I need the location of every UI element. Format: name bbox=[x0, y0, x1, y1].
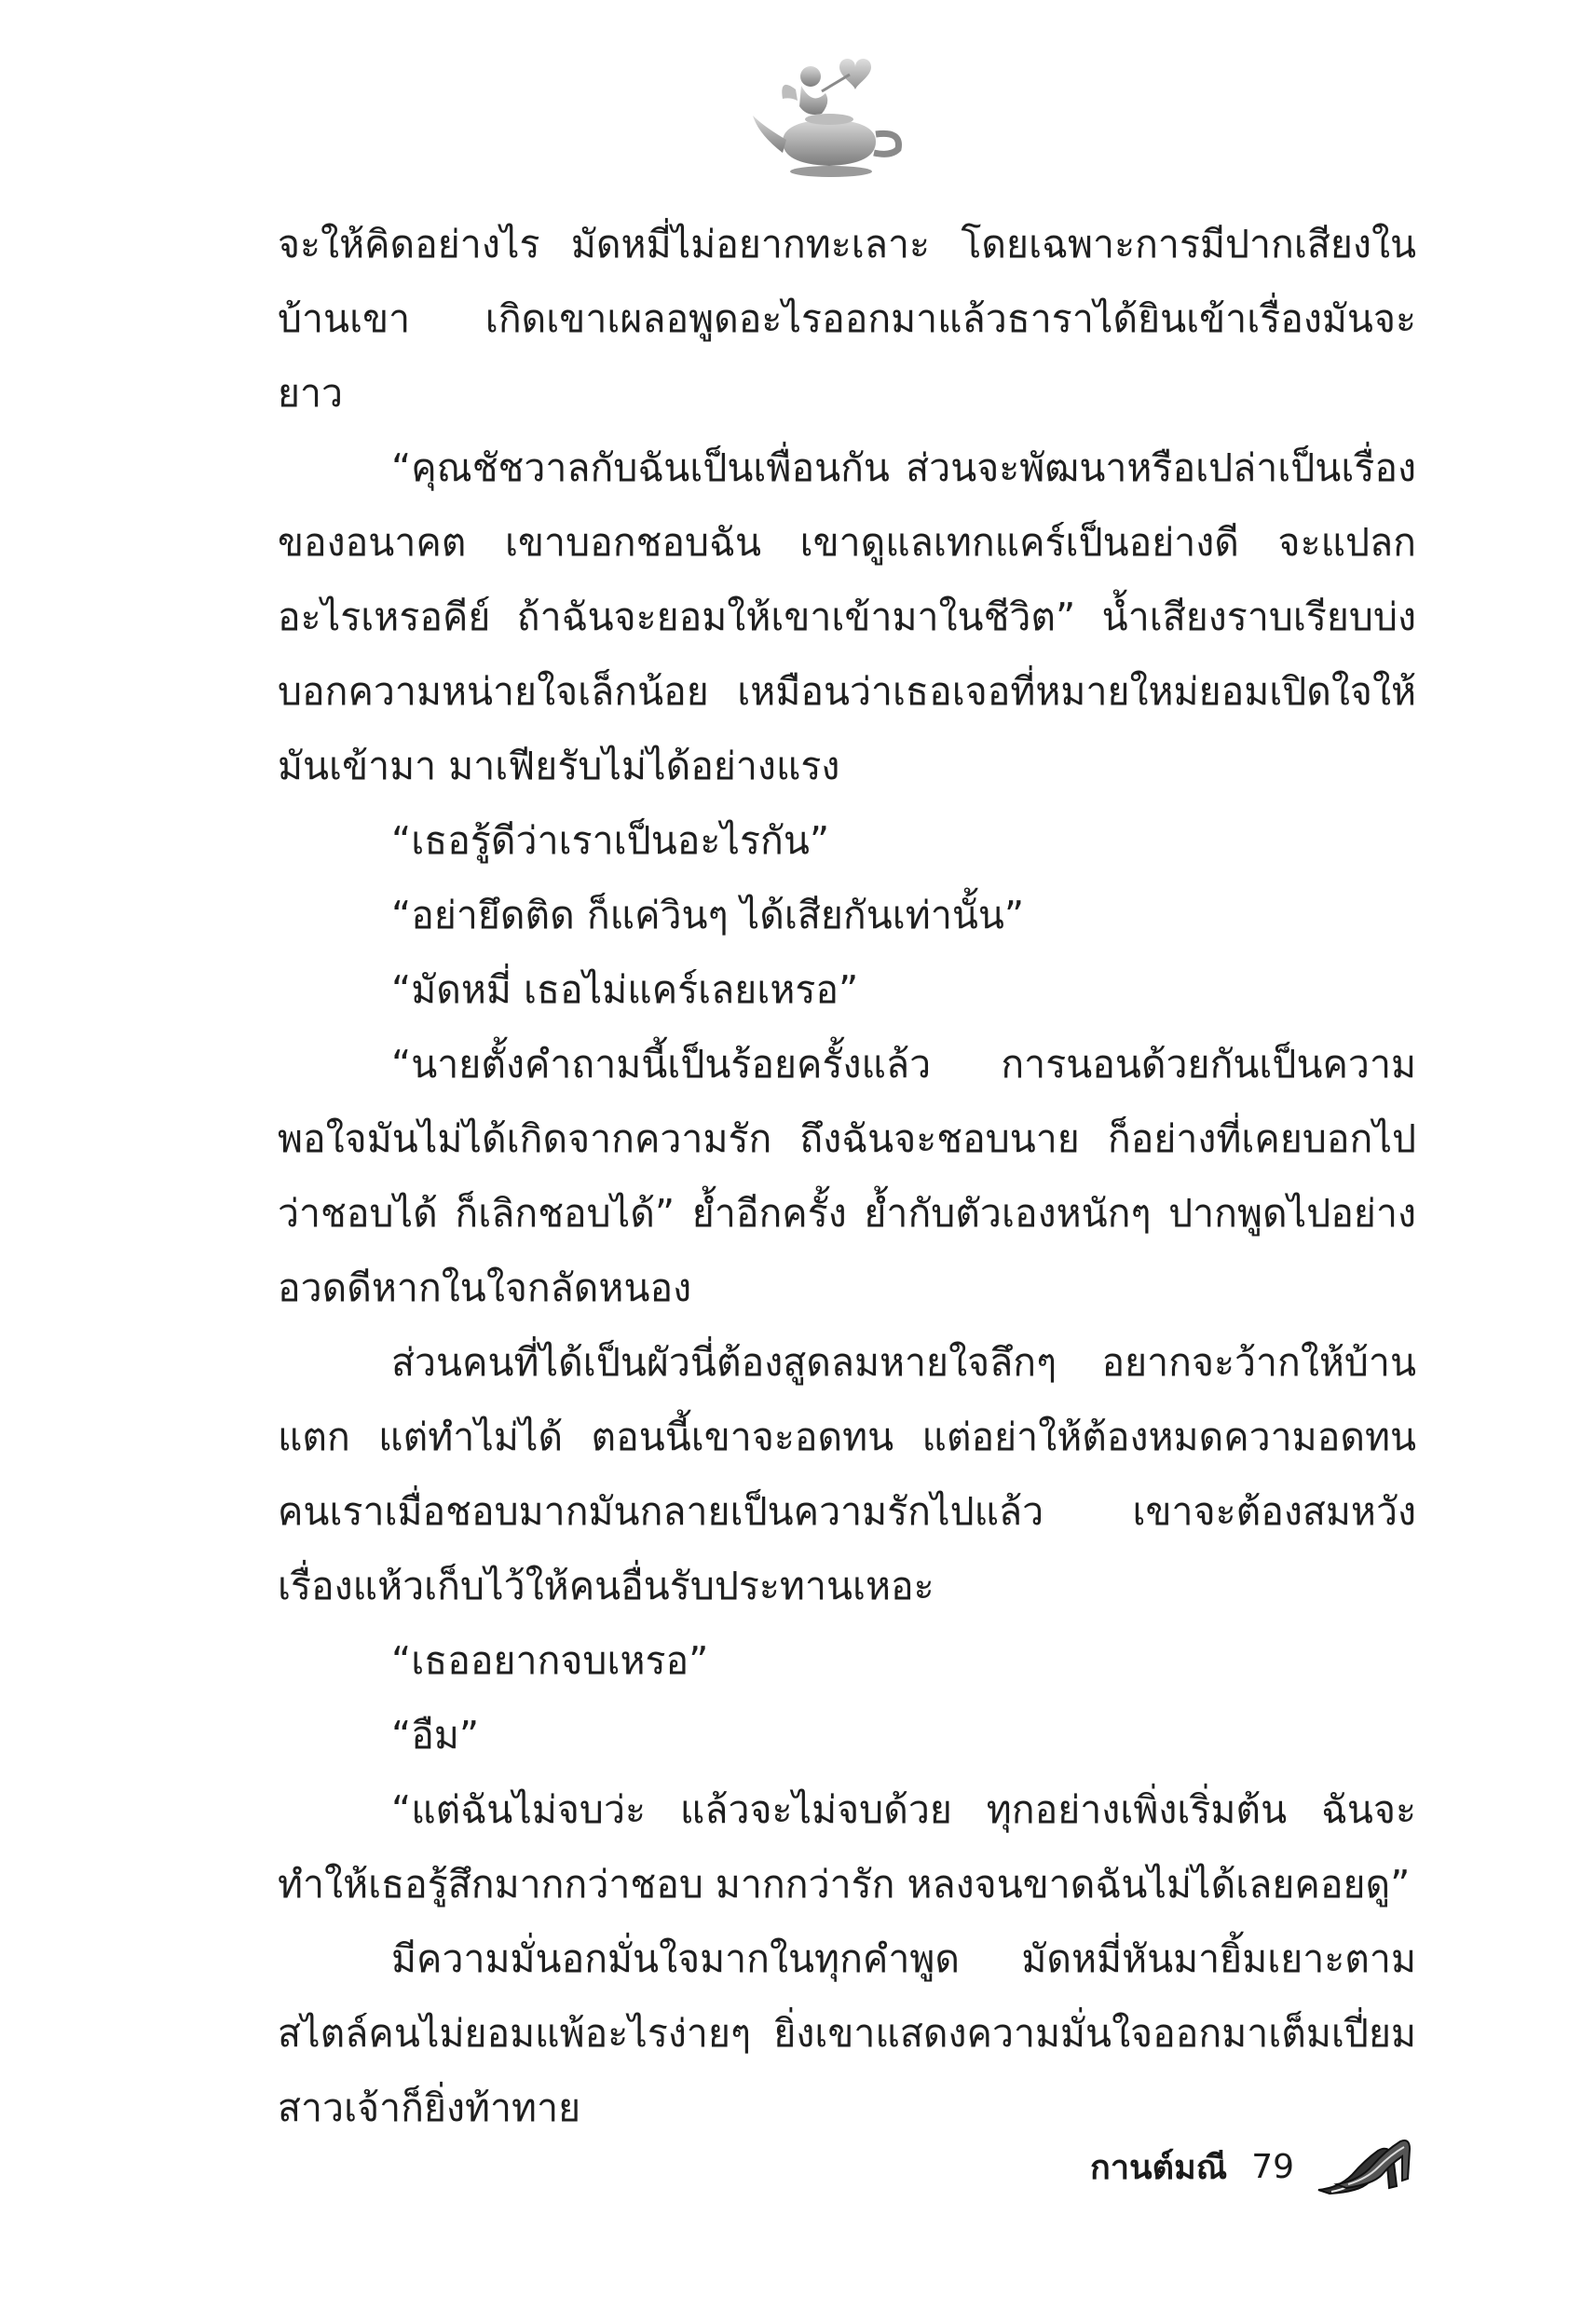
body-text bbox=[278, 207, 1416, 2145]
paragraph: “มัดหมี่ เธอไม่แคร์เลยเหรอ” bbox=[391, 967, 859, 1012]
paragraph: “เธออยากจบเหรอ” bbox=[391, 1638, 709, 1683]
book-title: กานต์มณี bbox=[1090, 2148, 1228, 2187]
paragraph: “แต่ฉันไม่จบว่ะ แล้วจะไม่จบด้วย ทุกอย่างเพิ่งเริ่มต้น ฉันจะทำให้เธอรู้สึกมากกว่าชอบ มากกว่ารัก หลงจนขาดฉันไม่ได้เลยคอยดู” bbox=[278, 1787, 1416, 1907]
paragraph: มีความมั่นอกมั่นใจมากในทุกคำพูด มัดหมี่หันมายิ้มเยาะตามสไตล์คนไม่ยอมแพ้อะไรง่ายๆ ยิ่งเขาแสดงความมั่นใจออกมาเต็มเปี่ยม สาวเจ้าก็ยิ่งท้าทาย bbox=[278, 1936, 1416, 2130]
paragraph: “คุณชัชวาลกับฉันเป็นเพื่อนกัน ส่วนจะพัฒนาหรือเปล่าเป็นเรื่องของอนาคต เขาบอกชอบฉัน เขาดูแลเทกแคร์เป็นอย่างดี จะแปลกอะไรเหรอคีย์ ถ้าฉันจะยอมให้เขาเข้ามาในชีวิต” น้ำเสียงราบเรียบบ่งบอกความหน่ายใจเล็กน้อย เหมือนว่าเธอเจอที่หมายใหม่ยอมเปิดใจให้มันเข้ามา มาเฟียรับไม่ได้อย่างแรง bbox=[278, 445, 1416, 788]
paragraph: “นายตั้งคำถามนี้เป็นร้อยครั้งแล้ว การนอนด้วยกันเป็นความพอใจมันไม่ได้เกิดจากความรัก ถึงฉันจะชอบนาย ก็อย่างที่เคยบอกไปว่าชอบได้ ก็เลิกชอบได้” ย้ำอีกครั้ง ย้ำกับตัวเองหนักๆ ปากพูดไปอย่างอวดดีหากในใจกลัดหนอง bbox=[278, 1042, 1416, 1310]
page-number: 79 bbox=[1251, 2147, 1294, 2186]
paragraph: ส่วนคนที่ได้เป็นผัวนี่ต้องสูดลมหายใจลึกๆ อยากจะว้ากให้บ้านแตก แต่ทำไม่ได้ ตอนนี้เขาจะอดทน แต่อย่าให้ต้องหมดความอดทน คนเราเมื่อชอบมากมันกลายเป็นความรักไปแล้ว เขาจะต้องสมหวัง เรื่องแห้วเก็บไว้ให้คนอื่นรับประทานเหอะ bbox=[278, 1340, 1416, 1608]
paragraph: จะให้คิดอย่างไร มัดหมี่ไม่อยากทะเลาะ โดยเฉพาะการมีปากเสียงในบ้านเขา เกิดเขาเผลอพูดอะไรออกมาแล้วธาราได้ยินเข้าเรื่องมันจะยาว bbox=[278, 222, 1416, 416]
paragraph: “อย่ายึดติด ก็แค่วินๆ ได้เสียกันเท่านั้น” bbox=[391, 893, 1025, 937]
page-footer bbox=[1090, 2129, 1413, 2204]
teapot-cupid-ornament-icon bbox=[745, 48, 913, 188]
paragraph: “เธอรู้ดีว่าเราเป็นอะไรกัน” bbox=[391, 818, 830, 863]
high-heel-shoes-icon bbox=[1311, 2134, 1413, 2199]
paragraph: “อืม” bbox=[391, 1713, 480, 1757]
